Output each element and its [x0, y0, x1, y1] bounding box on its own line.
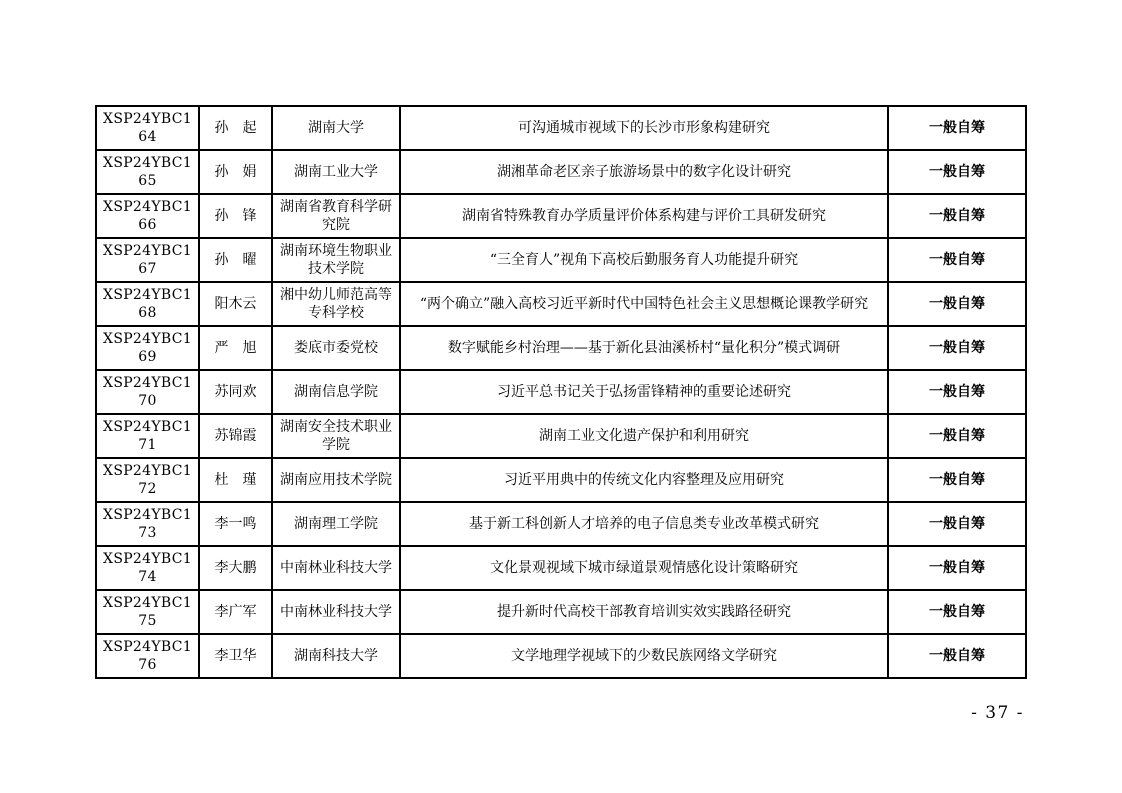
project-leader: 孙 娟: [199, 150, 272, 194]
project-leader: 孙 曜: [199, 238, 272, 282]
project-title: 习近平用典中的传统文化内容整理及应用研究: [400, 458, 888, 502]
institution: 湖南安全技术职业学院: [272, 414, 400, 458]
project-title: 文化景观视域下城市绿道景观情感化设计策略研究: [400, 546, 888, 590]
project-leader: 孙 锋: [199, 194, 272, 238]
project-id: XSP24YBC164: [96, 106, 199, 150]
funding-type: 一般自筹: [888, 502, 1026, 546]
table-row: [96, 106, 1026, 150]
project-id: XSP24YBC168: [96, 282, 199, 326]
project-title: 数字赋能乡村治理——基于新化县油溪桥村“量化积分”模式调研: [400, 326, 888, 370]
project-id: XSP24YBC176: [96, 634, 199, 678]
funding-type: 一般自筹: [888, 370, 1026, 414]
institution: 湘中幼儿师范高等专科学校: [272, 282, 400, 326]
project-title: 提升新时代高校干部教育培训实效实践路径研究: [400, 590, 888, 634]
table-row: [96, 414, 1026, 458]
institution: 湖南理工学院: [272, 502, 400, 546]
table-row: [96, 546, 1026, 590]
project-title: “三全育人”视角下高校后勤服务育人功能提升研究: [400, 238, 888, 282]
project-title: 文学地理学视域下的少数民族网络文学研究: [400, 634, 888, 678]
funding-type: 一般自筹: [888, 106, 1026, 150]
project-title: 湖南省特殊教育办学质量评价体系构建与评价工具研发研究: [400, 194, 888, 238]
funding-type: 一般自筹: [888, 546, 1026, 590]
project-leader: 李一鸣: [199, 502, 272, 546]
project-title: 习近平总书记关于弘扬雷锋精神的重要论述研究: [400, 370, 888, 414]
project-leader: 阳木云: [199, 282, 272, 326]
funding-type: 一般自筹: [888, 458, 1026, 502]
institution: 湖南大学: [272, 106, 400, 150]
institution: 中南林业科技大学: [272, 590, 400, 634]
table-row: [96, 194, 1026, 238]
institution: 中南林业科技大学: [272, 546, 400, 590]
table-row: [96, 370, 1026, 414]
funding-type: 一般自筹: [888, 590, 1026, 634]
project-title: 湖湘革命老区亲子旅游场景中的数字化设计研究: [400, 150, 888, 194]
funding-type: 一般自筹: [888, 326, 1026, 370]
project-id: XSP24YBC169: [96, 326, 199, 370]
table-row: [96, 150, 1026, 194]
project-id: XSP24YBC174: [96, 546, 199, 590]
table-row: [96, 326, 1026, 370]
institution: 湖南工业大学: [272, 150, 400, 194]
table-row: [96, 590, 1026, 634]
project-leader: 孙 起: [199, 106, 272, 150]
project-id: XSP24YBC173: [96, 502, 199, 546]
funding-type: 一般自筹: [888, 194, 1026, 238]
project-leader: 李卫华: [199, 634, 272, 678]
institution: 湖南信息学院: [272, 370, 400, 414]
table-row: [96, 282, 1026, 326]
project-id: XSP24YBC167: [96, 238, 199, 282]
project-title: 湖南工业文化遗产保护和利用研究: [400, 414, 888, 458]
funding-type: 一般自筹: [888, 282, 1026, 326]
project-title: 可沟通城市视域下的长沙市形象构建研究: [400, 106, 888, 150]
project-id: XSP24YBC172: [96, 458, 199, 502]
project-id: XSP24YBC171: [96, 414, 199, 458]
project-leader: 严 旭: [199, 326, 272, 370]
project-leader: 李广军: [199, 590, 272, 634]
project-title: “两个确立”融入高校习近平新时代中国特色社会主义思想概论课教学研究: [400, 282, 888, 326]
project-leader: 苏同欢: [199, 370, 272, 414]
institution: 湖南科技大学: [272, 634, 400, 678]
project-leader: 李大鹏: [199, 546, 272, 590]
table-row: [96, 502, 1026, 546]
institution: 湖南环境生物职业技术学院: [272, 238, 400, 282]
table-row: [96, 458, 1026, 502]
table-row: [96, 634, 1026, 678]
project-id: XSP24YBC175: [96, 590, 199, 634]
project-id: XSP24YBC166: [96, 194, 199, 238]
project-title: 基于新工科创新人才培养的电子信息类专业改革模式研究: [400, 502, 888, 546]
institution: 湖南应用技术学院: [272, 458, 400, 502]
project-leader: 杜 瑾: [199, 458, 272, 502]
projects-table: [95, 105, 1027, 679]
page-number: - 37 -: [971, 703, 1024, 723]
table-row: [96, 238, 1026, 282]
project-leader: 苏锦霞: [199, 414, 272, 458]
funding-type: 一般自筹: [888, 634, 1026, 678]
institution: 娄底市委党校: [272, 326, 400, 370]
funding-type: 一般自筹: [888, 238, 1026, 282]
funding-type: 一般自筹: [888, 414, 1026, 458]
funding-type: 一般自筹: [888, 150, 1026, 194]
institution: 湖南省教育科学研究院: [272, 194, 400, 238]
project-id: XSP24YBC170: [96, 370, 199, 414]
project-id: XSP24YBC165: [96, 150, 199, 194]
